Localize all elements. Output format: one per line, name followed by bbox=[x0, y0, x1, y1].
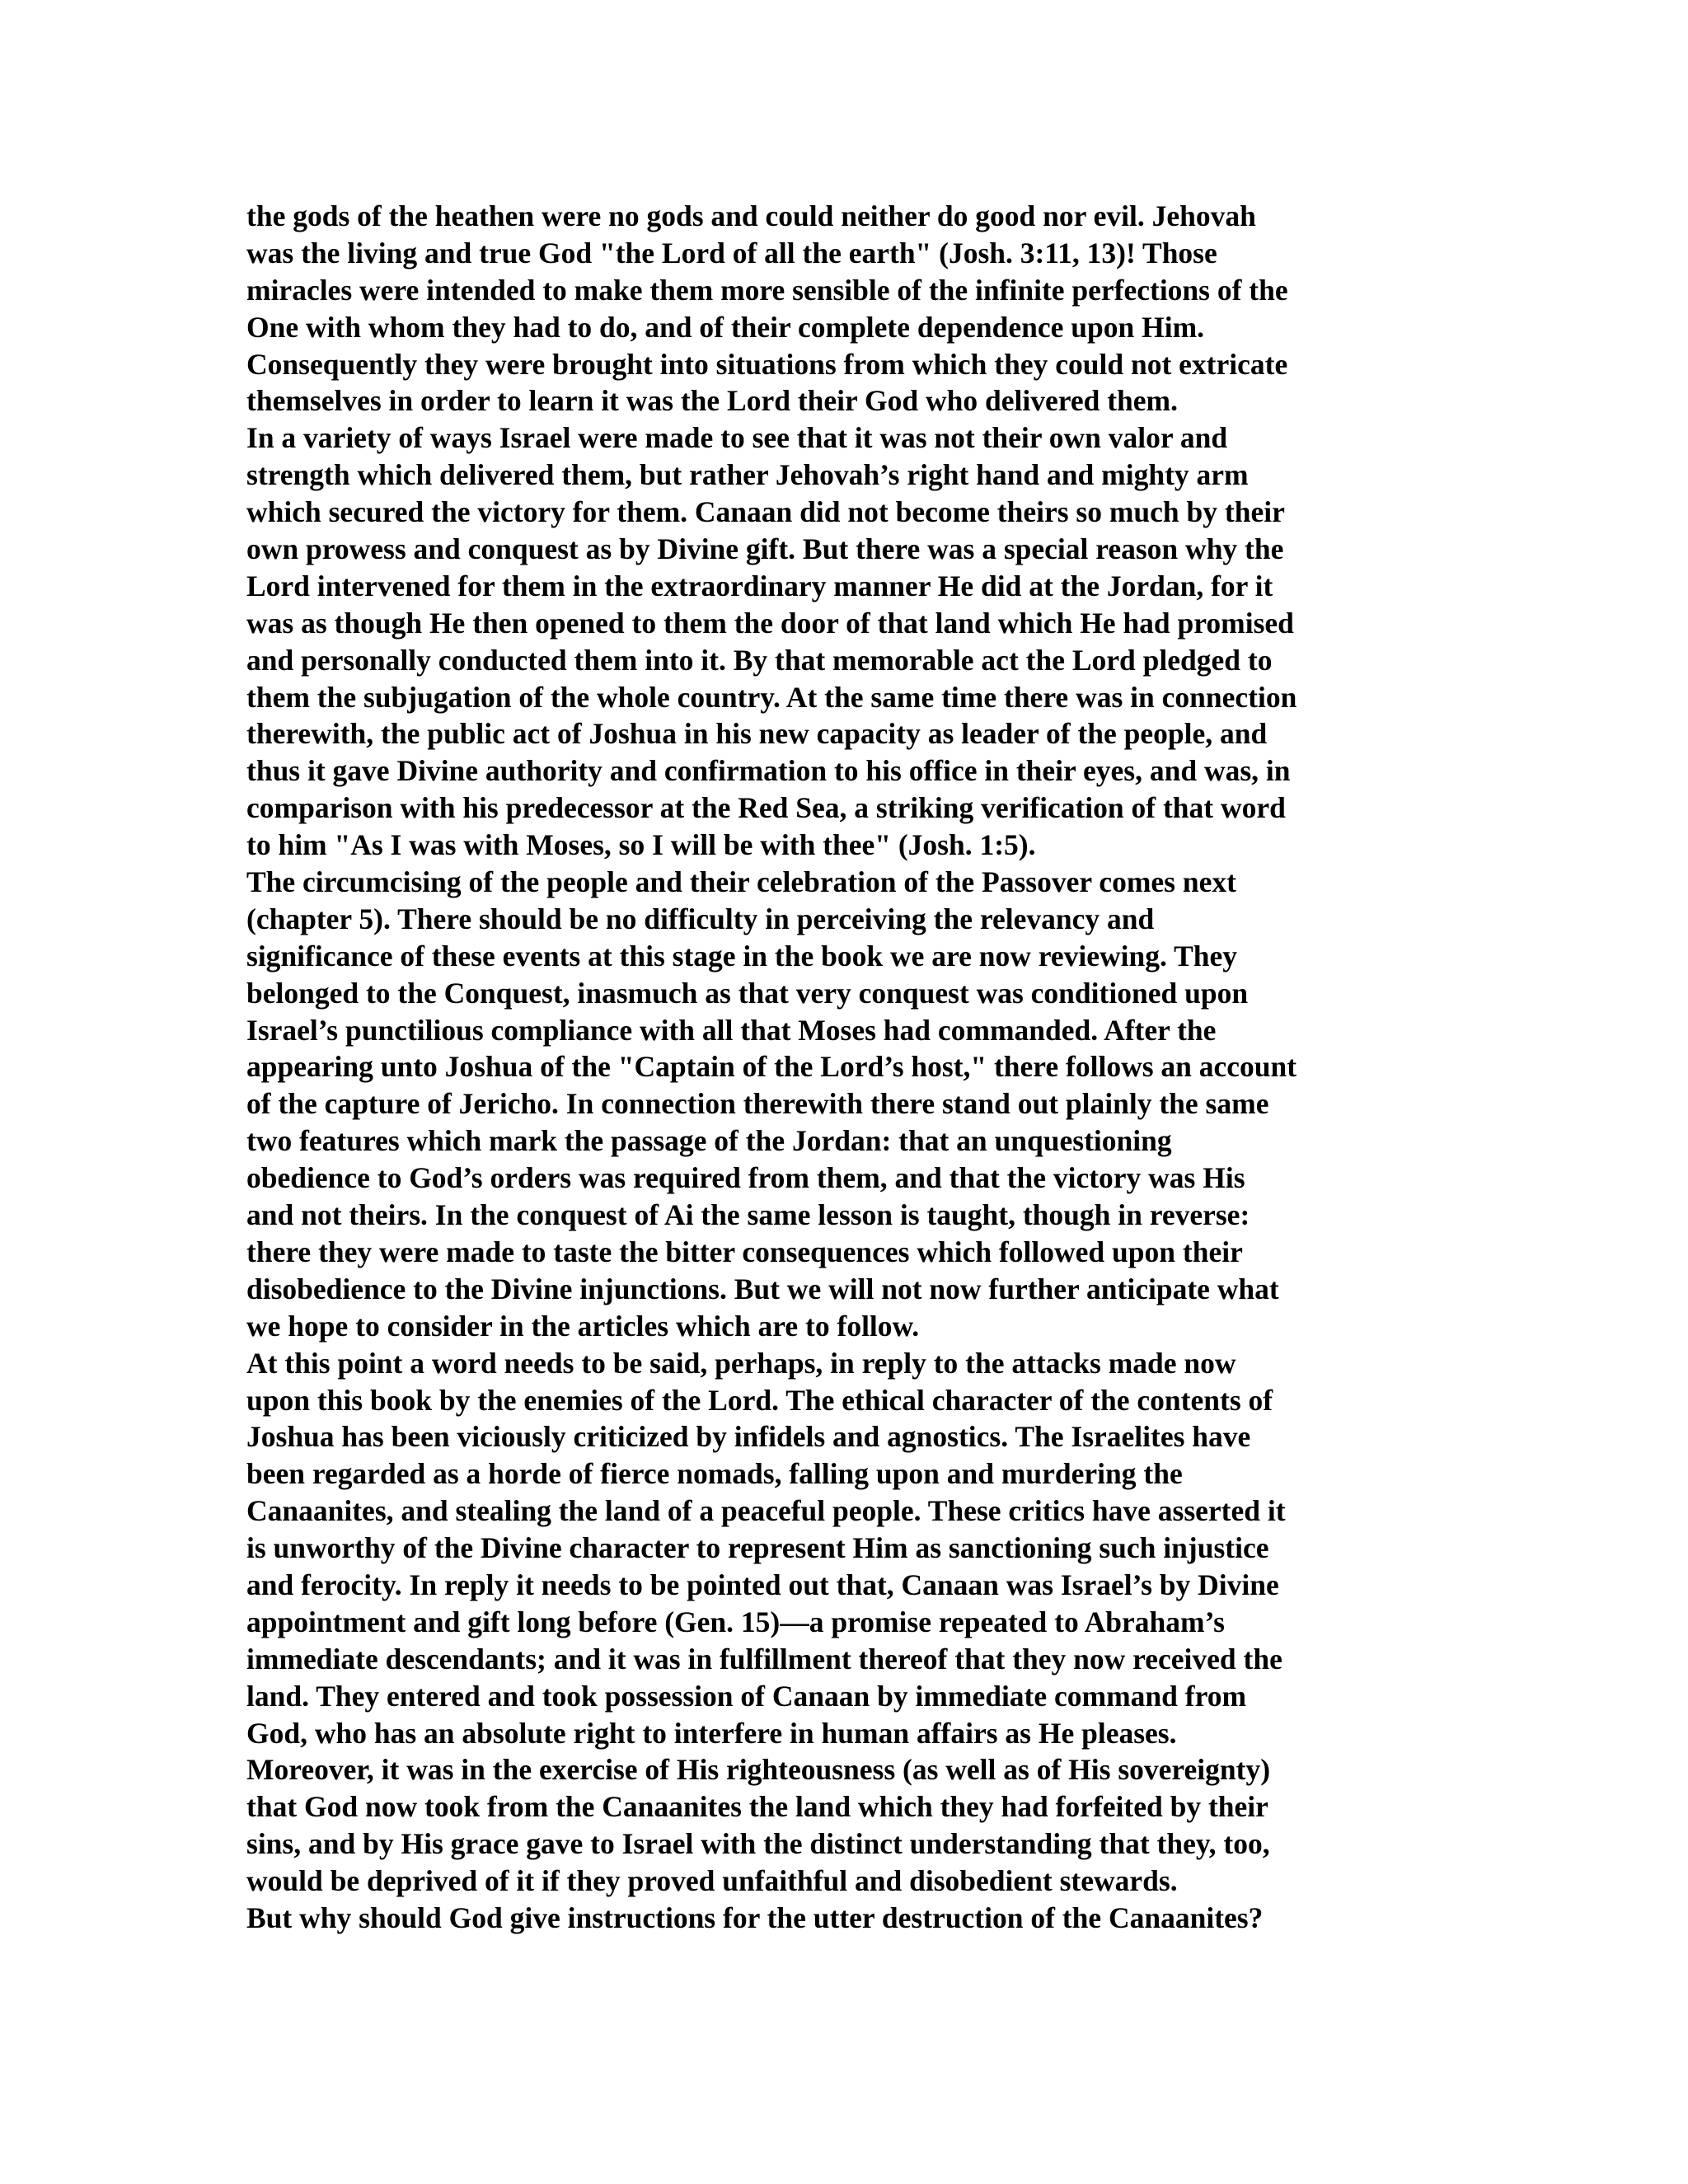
text-line: Consequently they were brought into situations from which they could not extricate bbox=[246, 347, 1288, 381]
text-line: At this point a word needs to be said, perhaps, in reply to the attacks made now bbox=[246, 1346, 1236, 1380]
text-line: sins, and by His grace gave to Israel with the distinct understanding that they, too, bbox=[246, 1827, 1270, 1861]
body-text bbox=[246, 198, 1450, 1937]
text-line: themselves in order to learn it was the Lord their God who delivered them. bbox=[246, 384, 1178, 418]
text-line: significance of these events at this stage in the book we are now reviewing. They bbox=[246, 939, 1238, 972]
text-line: two features which mark the passage of the Jordan: that an unquestioning bbox=[246, 1124, 1172, 1158]
text-line: is unworthy of the Divine character to represent Him as sanctioning such injustice bbox=[246, 1531, 1269, 1565]
text-line: comparison with his predecessor at the Red Sea, a striking verification of that word bbox=[246, 791, 1286, 825]
text-line: In a variety of ways Israel were made to see that it was not their own valor and bbox=[246, 421, 1228, 455]
text-line: But why should God give instructions for the utter destruction of the Canaanites? bbox=[246, 1900, 1264, 1934]
text-line: which secured the victory for them. Canaan did not become theirs so much by their bbox=[246, 495, 1285, 529]
text-line: belonged to the Conquest, inasmuch as that very conquest was conditioned upon bbox=[246, 976, 1249, 1010]
text-line: was the living and true God "the Lord of all the earth" (Josh. 3:11, 13)! Those bbox=[246, 236, 1217, 269]
text-line: Lord intervened for them in the extraordinary manner He did at the Jordan, for it bbox=[246, 569, 1273, 602]
text-line: miracles were intended to make them more sensible of the infinite perfections of the bbox=[246, 273, 1288, 307]
text-line: (chapter 5). There should be no difficulty in perceiving the relevancy and bbox=[246, 902, 1155, 935]
text-line: upon this book by the enemies of the Lord. The ethical character of the contents of bbox=[246, 1383, 1273, 1417]
text-line: Israel’s punctilious compliance with all that Moses had commanded. After the bbox=[246, 1013, 1217, 1047]
text-line: appointment and gift long before (Gen. 15)—a promise repeated to Abraham’s bbox=[246, 1605, 1225, 1638]
text-line: One with whom they had to do, and of their complete dependence upon Him. bbox=[246, 310, 1205, 344]
text-line: strength which delivered them, but rather Jehovah’s right hand and mighty arm bbox=[246, 458, 1249, 492]
text-line: Joshua has been viciously criticized by infidels and agnostics. The Israelites have bbox=[246, 1420, 1251, 1454]
text-line: and ferocity. In reply it needs to be pointed out that, Canaan was Israel’s by Divine bbox=[246, 1568, 1279, 1601]
text-line: and personally conducted them into it. By that memorable act the Lord pledged to bbox=[246, 643, 1273, 677]
text-line: own prowess and conquest as by Divine gift. But there was a special reason why the bbox=[246, 532, 1284, 566]
text-line: there they were made to taste the bitter consequences which followed upon their bbox=[246, 1235, 1243, 1268]
text-line: therewith, the public act of Joshua in his new capacity as leader of the people, and bbox=[246, 717, 1268, 751]
text-line: we hope to consider in the articles which are to follow. bbox=[246, 1309, 920, 1343]
text-line: to him "As I was with Moses, so I will be with thee" (Josh. 1:5). bbox=[246, 828, 1036, 862]
text-line: would be deprived of it if they proved unfaithful and disobedient stewards. bbox=[246, 1864, 1178, 1898]
text-line: immediate descendants; and it was in fulfillment thereof that they now received the bbox=[246, 1642, 1282, 1675]
text-line: that God now took from the Canaanites the land which they had forfeited by their bbox=[246, 1790, 1268, 1824]
text-line: them the subjugation of the whole country. At the same time there was in connection bbox=[246, 680, 1297, 714]
text-line: been regarded as a horde of fierce nomads, falling upon and murdering the bbox=[246, 1457, 1183, 1491]
text-line: God, who has an absolute right to interfere in human affairs as He pleases. bbox=[246, 1716, 1177, 1750]
text-line: of the capture of Jericho. In connection therewith there stand out plainly the same bbox=[246, 1087, 1269, 1121]
text-line: disobedience to the Divine injunctions. But we will not now further anticipate what bbox=[246, 1272, 1279, 1305]
text-line: Canaanites, and stealing the land of a peaceful people. These critics have asserted it bbox=[246, 1494, 1286, 1528]
text-line: Moreover, it was in the exercise of His righteousness (as well as of His sovereignty) bbox=[246, 1753, 1271, 1787]
text-line: was as though He then opened to them the door of that land which He had promised bbox=[246, 606, 1294, 640]
text-line: thus it gave Divine authority and confirmation to his office in their eyes, and was, in bbox=[246, 754, 1291, 788]
text-line: appearing unto Joshua of the "Captain of the Lord’s host," there follows an account bbox=[246, 1050, 1297, 1084]
text-line: land. They entered and took possession of Canaan by immediate command from bbox=[246, 1679, 1247, 1713]
text-line: and not theirs. In the conquest of Ai the same lesson is taught, though in reverse: bbox=[246, 1198, 1250, 1232]
text-line: obedience to God’s orders was required from them, and that the victory was His bbox=[246, 1161, 1245, 1195]
text-line: The circumcising of the people and their celebration of the Passover comes next bbox=[246, 865, 1236, 899]
text-line: the gods of the heathen were no gods and could neither do good nor evil. Jehovah bbox=[246, 199, 1256, 232]
